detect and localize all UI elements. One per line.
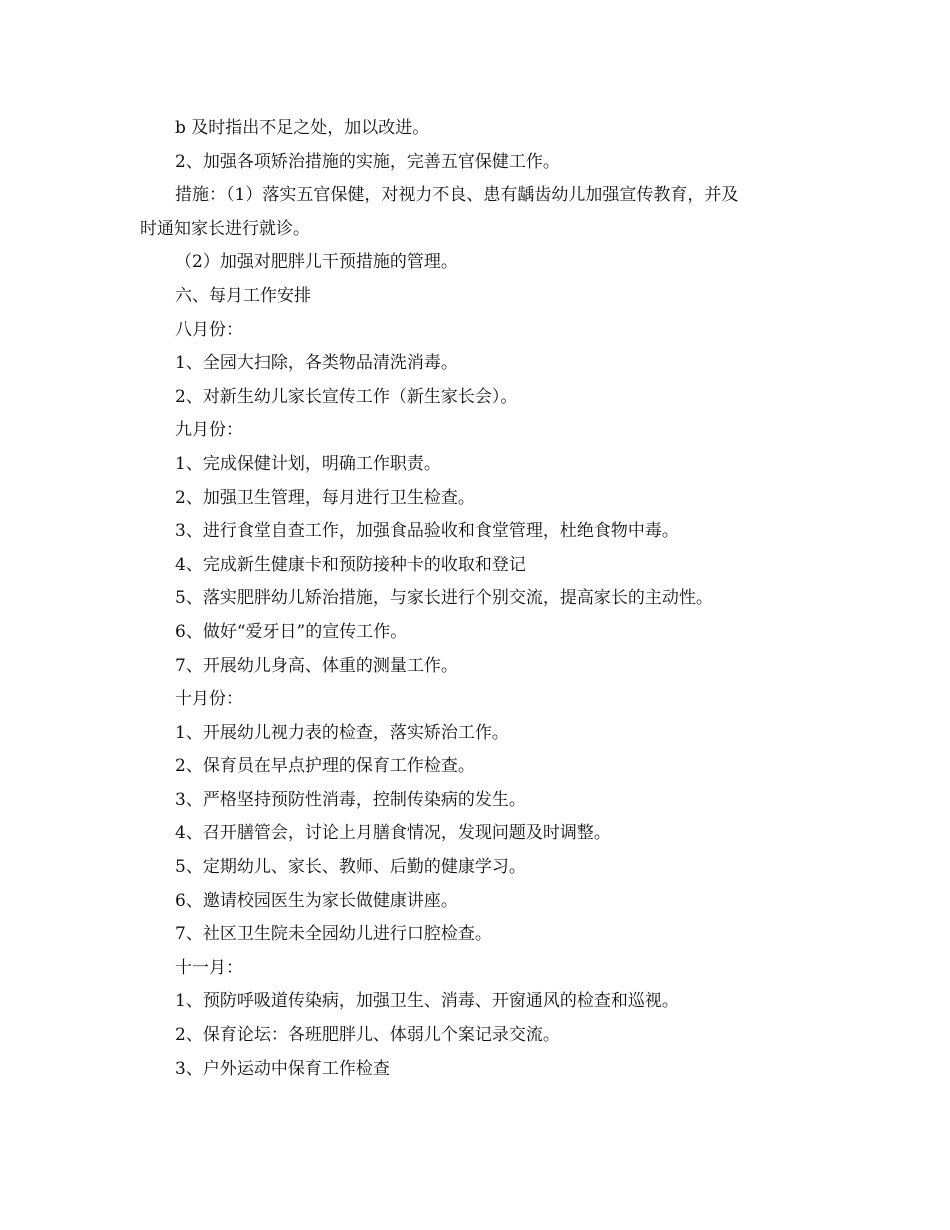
text-line: b 及时指出不足之处，加以改进。 — [175, 118, 430, 138]
text-line: 时通知家长进行就诊。 — [140, 218, 310, 239]
text-line: 2、保育员在早点护理的保育工作检查。 — [175, 756, 475, 777]
text-line: 2、加强各项矫治措施的实施，完善五官保健工作。 — [175, 151, 560, 172]
text-line: 3、户外运动中保育工作检查 — [175, 1058, 390, 1079]
text-line: 2、保育论坛：各班肥胖儿、体弱儿个案记录交流。 — [175, 1025, 560, 1046]
text-line: 7、社区卫生院未全园幼儿进行口腔检查。 — [175, 924, 492, 945]
month-heading: 十月份： — [175, 689, 243, 710]
text-line: 6、做好“爱牙日”的宣传工作。 — [175, 621, 408, 642]
text-line: （2）加强对肥胖儿干预措施的管理。 — [175, 252, 458, 273]
text-line: 5、定期幼儿、家长、教师、后勤的健康学习。 — [175, 857, 526, 878]
text-line: 4、召开膳管会，讨论上月膳食情况，发现问题及时调整。 — [175, 823, 611, 844]
text-line: 1、预防呼吸道传染病，加强卫生、消毒、开窗通风的检查和巡视。 — [175, 991, 679, 1012]
document-body — [140, 112, 820, 1086]
text-line: 2、对新生幼儿家长宣传工作（新生家长会）。 — [175, 386, 518, 407]
text-line: 措施：（1）落实五官保健，对视力不良、患有龋齿幼儿加强宣传教育，并及 — [175, 185, 739, 206]
text-line: 1、全园大扫除，各类物品清洗消毒。 — [175, 353, 458, 374]
month-heading: 九月份： — [175, 420, 243, 441]
text-line: 3、严格坚持预防性消毒，控制传染病的发生。 — [175, 789, 526, 810]
text-line: 5、落实肥胖幼儿矫治措施，与家长进行个别交流，提高家长的主动性。 — [175, 588, 713, 609]
month-heading: 八月份： — [175, 319, 243, 340]
month-heading: 十一月： — [175, 957, 243, 978]
text-line: 2、加强卫生管理，每月进行卫生检查。 — [175, 487, 475, 508]
text-line: 7、开展幼儿身高、体重的测量工作。 — [175, 655, 458, 676]
text-line: 3、进行食堂自查工作，加强食品验收和食堂管理，杜绝食物中毒。 — [175, 521, 679, 542]
text-line: 6、邀请校园医生为家长做健康讲座。 — [175, 890, 458, 911]
text-line: 1、完成保健计划，明确工作职责。 — [175, 453, 441, 474]
text-line: 4、完成新生健康卡和预防接种卡的收取和登记 — [175, 554, 526, 575]
section-heading: 六、每月工作安排 — [175, 285, 311, 306]
text-line: 1、开展幼儿视力表的检查，落实矫治工作。 — [175, 722, 509, 743]
